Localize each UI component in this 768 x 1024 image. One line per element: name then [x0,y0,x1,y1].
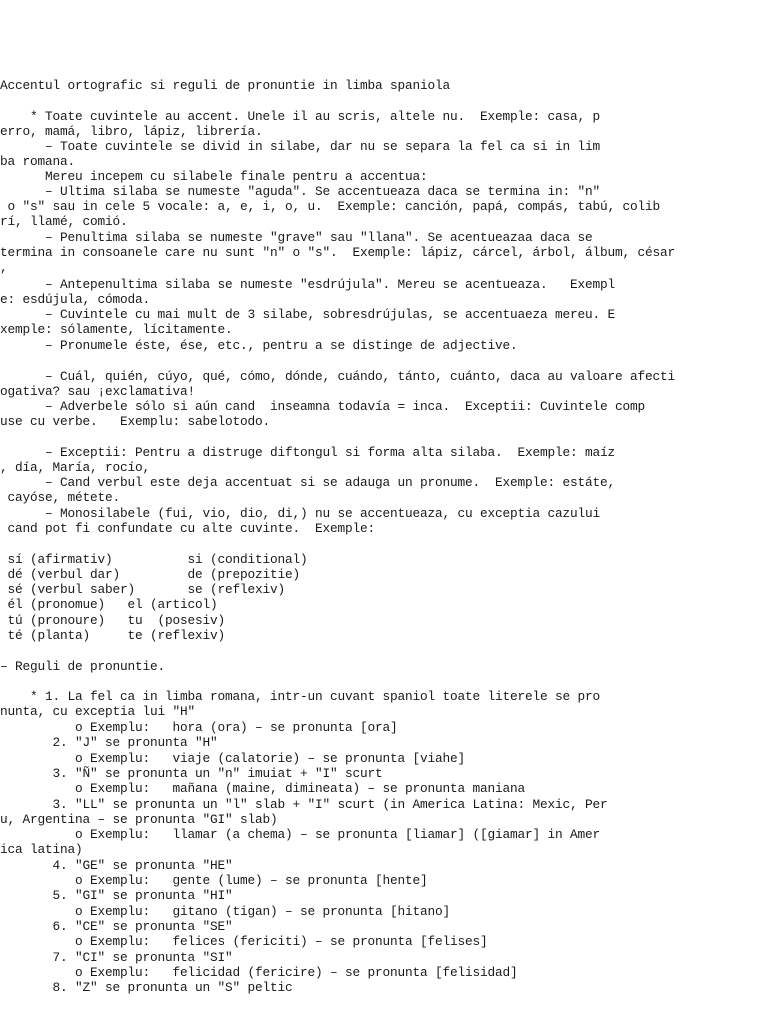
text-line: Mereu incepem cu silabele finale pentru a accentua: [0,169,428,184]
text-line: – Cuvintele cu mai mult de 3 silabe, sobresdrújulas, se accentuaeza mereu. E [0,307,615,322]
monosyllable-row: él (pronomue) el (articol) [0,597,218,612]
text-line: – Cand verbul este deja accentuat si se adauga un pronume. Exemple: estáte, [0,475,615,490]
monosyllable-row: tú (pronoure) tu (posesiv) [0,613,225,628]
list-item: o Exemplu: llamar (a chema) – se pronunta [liamar] ([giamar] in Amer [0,827,600,842]
list-item: 3. "LL" se pronunta un "l" slab + "I" scurt (in America Latina: Mexic, Per [0,797,608,812]
monosyllable-row: sí (afirmativ) si (conditional) [0,552,308,567]
text-line: ba romana. [0,154,75,169]
text-line: ogativa? sau ¡exclamativa! [0,384,195,399]
text-line: – Cuál, quién, cúyo, qué, cómo, dónde, cuándo, tánto, cuánto, daca au valoare afecti [0,369,675,384]
list-item: o Exemplu: felices (fericiti) – se pronunta [felises] [0,934,488,949]
monosyllable-row: dé (verbul dar) de (prepozitie) [0,567,300,582]
list-item: ica latina) [0,842,83,857]
list-item: o Exemplu: viaje (calatorie) – se pronunta [viahe] [0,751,465,766]
text-line: use cu verbe. Exemplu: sabelotodo. [0,414,270,429]
monosyllable-row: sé (verbul saber) se (reflexiv) [0,582,285,597]
text-line: – Pronumele éste, ése, etc., pentru a se distinge de adjective. [0,338,518,353]
list-item: 8. "Z" se pronunta un "S" peltic [0,980,293,995]
text-line: erro, mamá, libro, lápiz, librería. [0,124,263,139]
text-line: rí, llamé, comió. [0,214,128,229]
text-line: – Toate cuvintele se divid in silabe, dar nu se separa la fel ca si in lim [0,139,600,154]
text-line: , día, María, rocío, [0,460,150,475]
list-item: u, Argentina – se pronunta "GI" slab) [0,812,278,827]
text-line: – Adverbele sólo si aún cand inseamna todavía = inca. Exceptii: Cuvintele comp [0,399,645,414]
list-item: 5. "GI" se pronunta "HI" [0,888,233,903]
text-line: xemple: sólamente, lícitamente. [0,322,233,337]
text-line: e: esdújula, cómoda. [0,292,150,307]
document-title: Accentul ortografic si reguli de pronuntie in limba spaniola [0,78,450,93]
list-item: o Exemplu: gente (lume) – se pronunta [hente] [0,873,428,888]
text-line: o "s" sau in cele 5 vocale: a, e, i, o, u. Exemple: canción, papá, compás, tabú, colib [0,199,660,214]
text-line: – Exceptii: Pentru a distruge diftongul si forma alta silaba. Exemple: maíz [0,445,615,460]
text-line: – Penultima silaba se numeste "grave" sau "llana". Se acentueazaa daca se [0,230,593,245]
list-item: 7. "CI" se pronunta "SI" [0,950,233,965]
monosyllable-row: té (planta) te (reflexiv) [0,628,225,643]
list-item: nunta, cu exceptia lui "H" [0,704,195,719]
text-line: cayóse, métete. [0,490,120,505]
text-line: cand pot fi confundate cu alte cuvinte. Exemple: [0,521,375,536]
text-line: * Toate cuvintele au accent. Unele il au scris, altele nu. Exemple: casa, p [0,109,600,124]
list-item: 4. "GE" se pronunta "HE" [0,858,233,873]
list-item: 2. "J" se pronunta "H" [0,735,218,750]
list-item: 3. "Ñ" se pronunta un "n" imuiat + "I" scurt [0,766,383,781]
section-heading: – Reguli de pronuntie. [0,659,165,674]
list-item: o Exemplu: felicidad (fericire) – se pronunta [felisidad] [0,965,518,980]
text-line: termina in consoanele care nu sunt "n" o "s". Exemple: lápiz, cárcel, árbol, álbum, césar [0,245,675,260]
list-item: o Exemplu: mañana (maine, dimineata) – se pronunta maniana [0,781,525,796]
list-item: o Exemplu: hora (ora) – se pronunta [ora] [0,720,398,735]
text-line: – Monosilabele (fui, vio, dio, di,) nu se accentueaza, cu exceptia cazului [0,506,600,521]
list-item: o Exemplu: gitano (tigan) – se pronunta [hitano] [0,904,450,919]
list-item: 6. "CE" se pronunta "SE" [0,919,233,934]
list-item: * 1. La fel ca in limba romana, intr-un cuvant spaniol toate literele se pro [0,689,600,704]
text-line: , [0,260,8,275]
text-line: – Antepenultima silaba se numeste "esdrújula". Mereu se acentueaza. Exempl [0,277,615,292]
text-line: – Ultima silaba se numeste "aguda". Se accentueaza daca se termina in: "n" [0,184,600,199]
